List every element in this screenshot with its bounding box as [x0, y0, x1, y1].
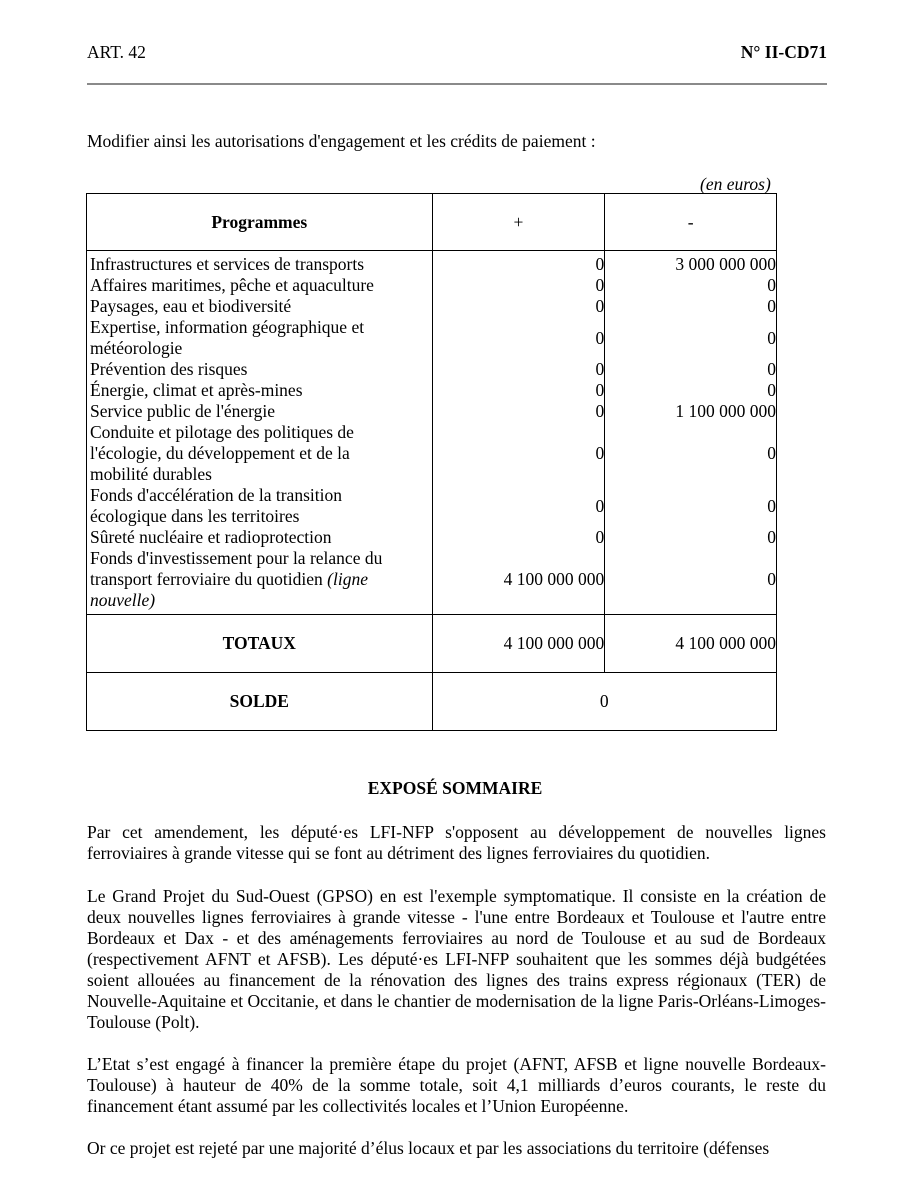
programme-label [90, 254, 432, 275]
plus-value: 0 [595, 401, 605, 421]
plus-value: 0 [595, 380, 605, 400]
header-programmes: Programmes [87, 194, 433, 251]
programme-label [90, 548, 432, 611]
programme-label-line: Énergie, climat et après-mines [90, 380, 303, 400]
unit-label: (en euros) [700, 174, 771, 194]
totals-row [87, 615, 777, 673]
programme-label [90, 401, 432, 422]
minus-value: 0 [767, 569, 776, 589]
programme-label-line: mobilité durables [90, 464, 212, 484]
minus-value: 0 [767, 327, 776, 348]
programme-label-line: écologique dans les territoires [90, 506, 300, 526]
header-minus: - [605, 194, 777, 251]
programme-label-line: météorologie [90, 338, 183, 358]
plus-value: 0 [595, 359, 605, 379]
article-number: ART. 42 [87, 42, 146, 62]
programme-label-line: Affaires maritimes, pêche et aquaculture [90, 275, 374, 295]
amendment-number: N° II-CD71 [740, 42, 827, 62]
plus-value: 0 [595, 495, 605, 516]
programme-labels [87, 251, 433, 615]
plus-value: 0 [595, 327, 605, 348]
expose-paragraph: Or ce projet est rejeté par une majorité d’élus locaux et par les associations du territoire (défenses [87, 1138, 770, 1158]
totals-label: TOTAUX [87, 615, 433, 673]
expose-paragraph: Par cet amendement, les député·es LFI-NFP s'opposent au développement de nouvelles lignes ferroviaires à grande vitesse qui se font au détriment des lignes ferroviaires du quotidien. [87, 822, 826, 863]
plus-value: 0 [595, 443, 605, 463]
expose-paragraph: Le Grand Projet du Sud-Ouest (GPSO) en est l'exemple symptomatique. Il consiste en la création de deux nouvelles lignes ferroviaires à grande vitesse - l'une entre Bordeaux et Toulouse et l'autre entre Bordeaux et Dax - et des aménagements ferroviaires au nord de Toulouse et au sud de Bordeaux (respectivement AFNT et AFSB). Les député·es LFI-NFP souhaitent que les sommes déjà budgétées soient allouées au financement de la rénovation des lignes des trains express régionaux (TER) de Nouvelle-Aquitaine et Occitanie, et dans le chantier de modernisation de la ligne Paris-Orléans-Limoges-Toulouse (Polt). [87, 886, 826, 1032]
minus-value: 0 [767, 495, 776, 516]
programme-label-line: nouvelle) [90, 590, 156, 610]
programme-label-line: l'écologie, du développement et de la [90, 443, 350, 463]
expose-title: EXPOSÉ SOMMAIRE [367, 778, 543, 798]
minus-values [605, 251, 777, 615]
minus-value: 0 [767, 296, 776, 316]
programme-label-line: Fonds d'investissement pour la relance du [90, 548, 383, 568]
programme-label [90, 275, 432, 296]
programme-label [90, 422, 432, 485]
solde-label: SOLDE [87, 673, 433, 731]
table-header-row [87, 194, 777, 251]
programme-label-line: Expertise, information géographique et [90, 317, 365, 337]
programme-label-line: Service public de l'énergie [90, 401, 276, 421]
programme-label-italic: (ligne [327, 569, 368, 589]
expose-paragraph: L’Etat s’est engagé à financer la première étape du projet (AFNT, AFSB et ligne nouvelle Bordeaux-Toulouse) à hauteur de 40% de la somme totale, soit 4,1 milliards d’euros courants, le reste du financement étant assumé par les collectivités locales et l’Union Européenne. [87, 1054, 826, 1116]
minus-value: 3 000 000 000 [675, 254, 776, 274]
minus-value: 0 [767, 359, 776, 379]
document-header [87, 42, 827, 66]
solde-row [87, 673, 777, 731]
minus-value: 1 100 000 000 [675, 401, 776, 421]
programme-label-line: Conduite et pilotage des politiques de [90, 422, 354, 442]
totals-plus: 4 100 000 000 [432, 615, 605, 673]
plus-value: 0 [595, 527, 605, 547]
minus-value: 0 [767, 380, 776, 400]
minus-value: 0 [767, 443, 776, 463]
programme-label-line: Prévention des risques [90, 359, 248, 379]
intro-text: Modifier ainsi les autorisations d'engagement et les crédits de paiement : [87, 131, 596, 151]
table-body [87, 251, 777, 615]
plus-value: 4 100 000 000 [503, 569, 605, 589]
programme-label-line: Sûreté nucléaire et radioprotection [90, 527, 332, 547]
programme-label [90, 317, 432, 359]
programme-label [90, 380, 432, 401]
programme-label-line: Infrastructures et services de transports [90, 254, 365, 274]
programme-label [90, 485, 432, 527]
plus-value: 0 [595, 275, 605, 295]
programme-label-line: transport ferroviaire du quotidien (ligne [90, 569, 368, 589]
programme-label [90, 527, 432, 548]
header-divider [87, 83, 827, 85]
header-plus: + [432, 194, 605, 251]
totals-minus: 4 100 000 000 [605, 615, 777, 673]
minus-value: 0 [767, 275, 776, 295]
programme-label-line: Fonds d'accélération de la transition [90, 485, 342, 505]
plus-value: 0 [595, 296, 605, 316]
programme-label [90, 359, 432, 380]
minus-value: 0 [767, 527, 776, 547]
solde-value: 0 [432, 673, 776, 731]
credits-table [86, 193, 777, 731]
programme-label-line: Paysages, eau et biodiversité [90, 296, 292, 316]
plus-values [432, 251, 605, 615]
programme-label [90, 296, 432, 317]
plus-value: 0 [595, 254, 605, 274]
